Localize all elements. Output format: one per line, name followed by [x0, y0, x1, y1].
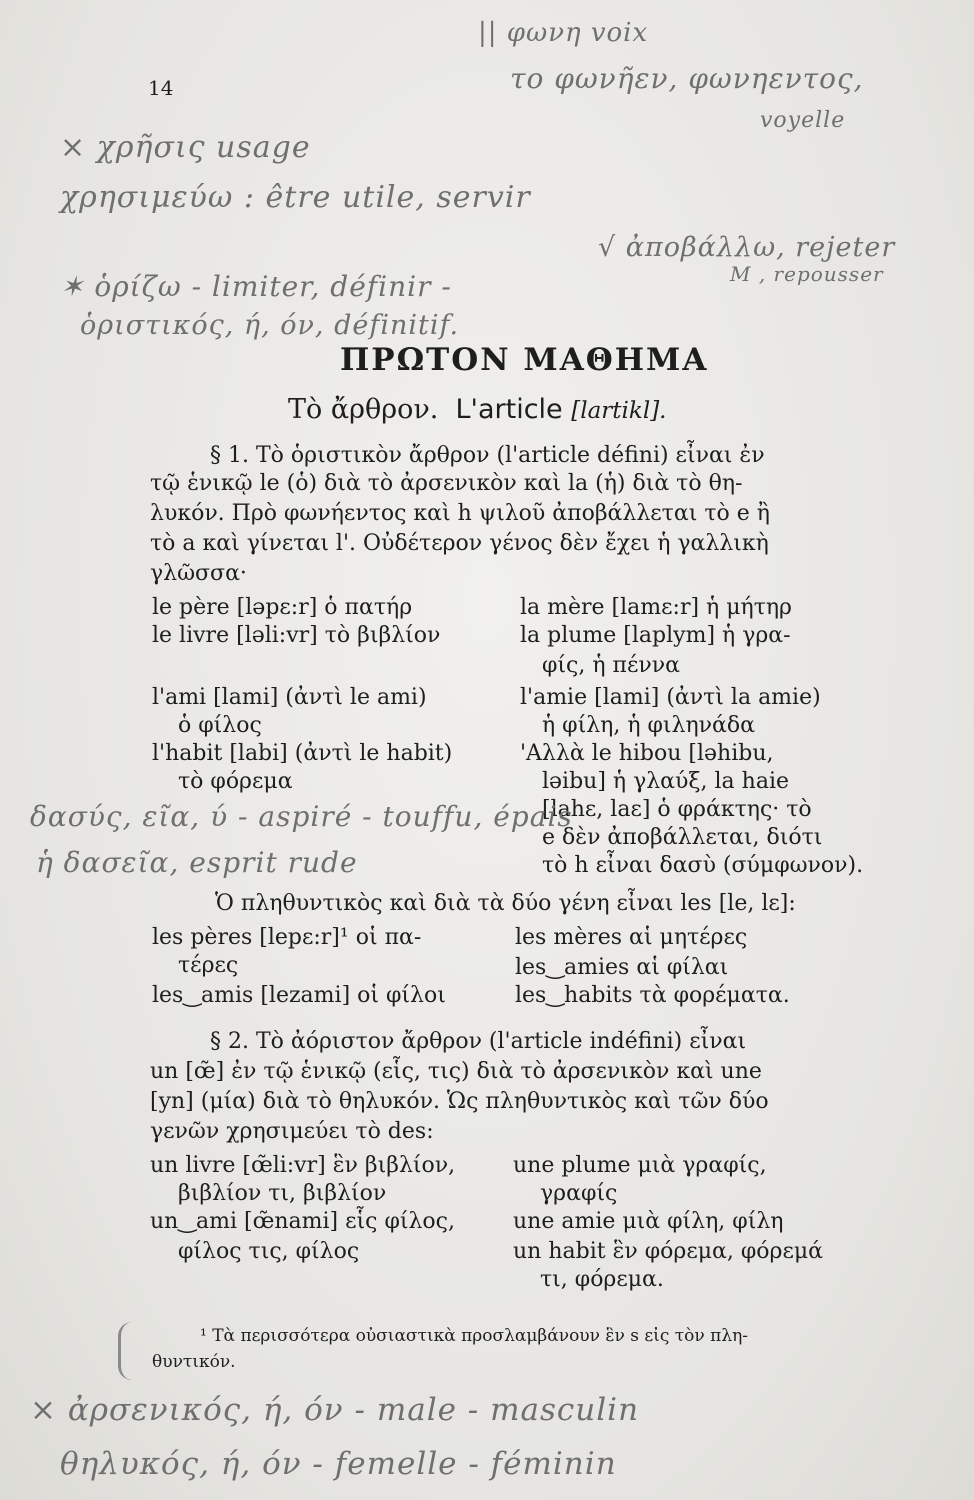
- section1-line: γλῶσσα·: [150, 561, 247, 586]
- section2-line: γενῶν χρησιμεύει τὸ des:: [150, 1119, 434, 1144]
- handwritten-note-definitive: ὁριστικός, ή, όν, définitif.: [80, 310, 460, 341]
- handwritten-note-limit: ✶ ὁρίζω - limiter, définir -: [60, 270, 452, 303]
- lesson-subtitle: [288, 396, 666, 425]
- section2-line: [yn] (μία) διὰ τὸ θηλυκόν. Ὡς πληθυντικὸς καὶ τῶν δύο: [150, 1089, 769, 1114]
- section1-line: τῷ ἑνικῷ le (ὁ) διὰ τὸ ἀρσενικὸν καὶ la (ἡ) διὰ τὸ θη-: [150, 471, 743, 496]
- handwritten-note-usage: × χρῆσις usage: [60, 130, 311, 165]
- example-right: la plume [laplym] ἡ γρα-: [520, 623, 791, 648]
- example-left: le père [lәpɛ:r] ὁ πατήρ: [152, 595, 413, 620]
- subtitle-greek: Τὸ ἄρθρον.: [288, 394, 439, 425]
- section1-line: § 1. Τὸ ὁριστικὸν ἄρθρον (l'article défini) εἶναι ἐν: [210, 443, 765, 468]
- example-left: l'ami [lami] (ἀντὶ le ami): [152, 685, 427, 710]
- handwritten-note-vowel: το φωνῆεν, φωνηεντος,: [510, 62, 864, 95]
- example-right: τὸ h εἶναι δασὺ (σύμφωνον).: [542, 853, 864, 878]
- example-right: e δὲν ἀποβάλλεται, διότι: [542, 825, 823, 850]
- section2-line: § 2. Τὸ ἀόριστον ἄρθρον (l'article indéfini) εἶναι: [210, 1029, 747, 1054]
- example-right: ἡ φίλη, ἡ φιληνάδα: [542, 713, 755, 738]
- footnote-line: θυντικόν.: [152, 1352, 236, 1372]
- handwritten-note-reject: √ ἀποβάλλω, rejeter: [598, 232, 896, 263]
- plural-left: les pères [lepɛ:r]¹ οἱ πα-: [152, 925, 422, 950]
- handwritten-bracket: [118, 1322, 141, 1380]
- indef-left: un livre [œ̃li:vr] ἓν βιβλίον,: [150, 1153, 456, 1178]
- indef-right: γραφίς: [540, 1181, 618, 1206]
- example-left: le livre [lәli:vr] τὸ βιβλίον: [152, 623, 441, 648]
- footnote-line: ¹ Τὰ περισσότερα οὐσιαστικὰ προσλαμβάνουν ἓν s εἰς τὸν πλη-: [200, 1326, 749, 1346]
- handwritten-note-rough-breathing: ἡ δασεῖα, esprit rude: [36, 846, 358, 879]
- indef-right: une plume μιὰ γραφίς,: [513, 1153, 767, 1178]
- handwritten-note-voice: || φωνη voix: [478, 18, 649, 48]
- indef-right: τι, φόρεμα.: [540, 1267, 664, 1292]
- plural-right: les mères αἱ μητέρες: [515, 925, 748, 950]
- section2-line: un [œ̃] ἐν τῷ ἑνικῷ (εἷς, τις) διὰ τὸ ἀρσενικὸν καὶ une: [150, 1059, 762, 1084]
- lesson-title: ΠΡΩΤΟΝ ΜΑΘΗΜΑ: [340, 342, 709, 378]
- plural-right: les‿habits τὰ φορέματα.: [515, 983, 790, 1008]
- plural-left: les‿amis [lezami] οἱ φίλοι: [152, 983, 446, 1008]
- example-left: l'habit [labi] (ἀντὶ le habit): [152, 741, 453, 766]
- handwritten-note-voyelle: voyelle: [760, 108, 846, 133]
- indef-left: φίλος τις, φίλος: [178, 1239, 360, 1264]
- subtitle-ipa: [lartikl].: [571, 398, 667, 424]
- handwritten-note-masculine: × ἀρσενικός, ή, όν - male - masculin: [30, 1392, 640, 1428]
- plural-intro: Ὁ πληθυντικὸς καὶ διὰ τὰ δύο γένη εἶναι les [le, lɛ]:: [215, 891, 796, 916]
- example-right: la mère [lamɛ:r] ἡ μήτηρ: [520, 595, 792, 620]
- plural-right: les‿amies αἱ φίλαι: [515, 955, 729, 980]
- indef-left: un‿ami [œ̃nami] εἷς φίλος,: [150, 1209, 455, 1234]
- section1-line: τὸ a καὶ γίνεται l'. Οὐδέτερον γένος δὲν ἔχει ἡ γαλλικὴ: [150, 531, 769, 556]
- example-right: 'Αλλὰ le hibou [lәhibu,: [520, 741, 774, 766]
- indef-right: un habit ἓν φόρεμα, φόρεμά: [513, 1239, 823, 1264]
- example-right: [lahɛ, laɛ] ὁ φράκτης· τὸ: [542, 797, 812, 822]
- example-left: τὸ φόρεμα: [178, 769, 293, 794]
- example-right: φίς, ἡ πέννα: [542, 653, 680, 678]
- section1-line: λυκόν. Πρὸ φωνήεντος καὶ h ψιλοῦ ἀποβάλλεται τὸ e ἢ: [150, 501, 770, 526]
- page-number: 14: [148, 76, 174, 100]
- handwritten-note-rough: δασύς, εῖα, ύ - aspiré - touffu, épais: [30, 800, 573, 833]
- example-left: ὁ φίλος: [178, 713, 262, 738]
- handwritten-note-serve: χρησιμεύω : être utile, servir: [60, 180, 531, 215]
- example-right: lәibu] ἡ γλαύξ, la haie: [542, 769, 790, 794]
- plural-left: τέρες: [178, 953, 239, 978]
- indef-left: βιβλίον τι, βιβλίον: [178, 1181, 387, 1206]
- indef-right: une amie μιὰ φίλη, φίλη: [513, 1209, 784, 1234]
- example-right: l'amie [lami] (ἀντὶ la amie): [520, 685, 821, 710]
- handwritten-note-feminine: θηλυκός, ή, όν - femelle - féminin: [60, 1446, 617, 1482]
- subtitle-french: L'article: [455, 394, 563, 425]
- handwritten-note-reject-2: M , repousser: [730, 262, 884, 286]
